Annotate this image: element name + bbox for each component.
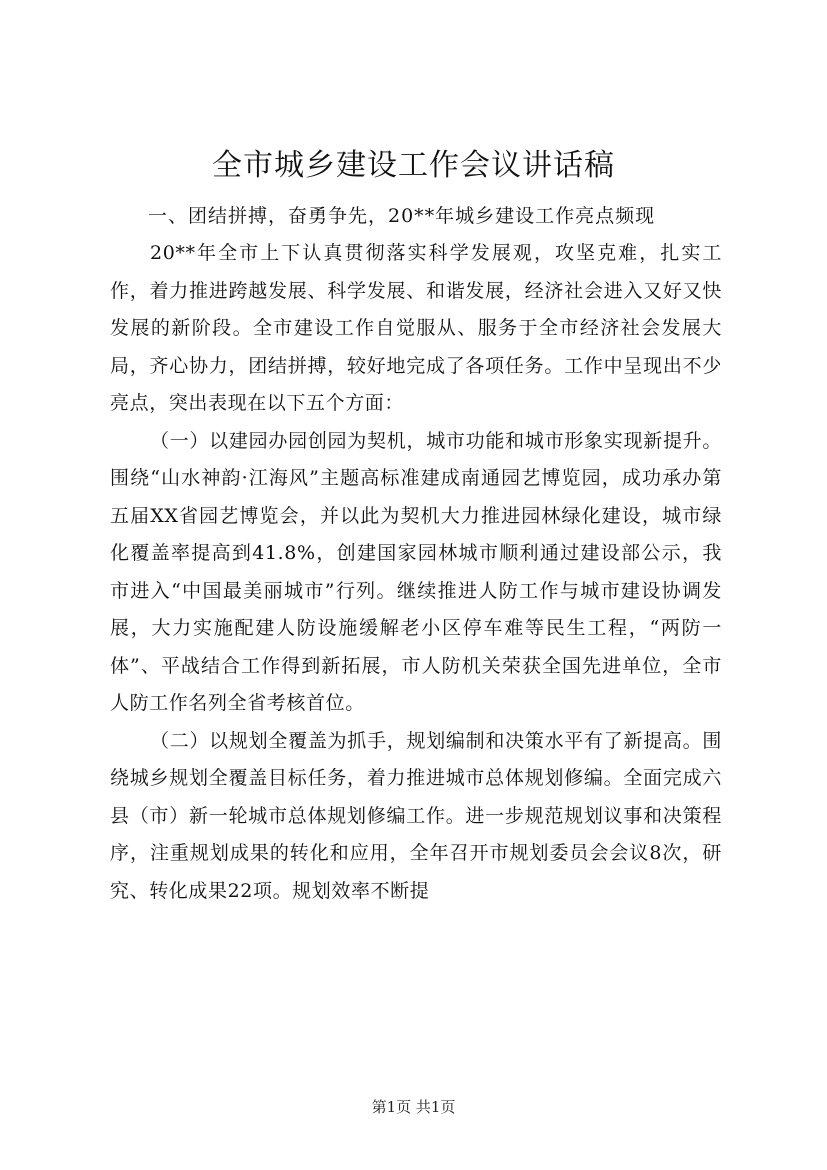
paragraph-item-2: （二）以规划全覆盖为抓手，规划编制和决策水平有了新提高。围绕城乡规划全覆盖目标任务，着力推进城市总体规划修编。全面完成六县（市）新一轮城市总体规划修编工作。进一步规范规划议事和决策程序，注重规划成果的转化和应用，全年召开市规划委员会会议8次，研究、转化成果22项。规划效率不断提 <box>110 729 722 902</box>
document-title: 全市城乡建设工作会议讲话稿 <box>212 148 615 183</box>
paragraph-intro: 20**年全市上下认真贯彻落实科学发展观，攻坚克难，扎实工作，着力推进跨越发展、科学发展、和谐发展，经济社会进入又好又快发展的新阶段。全市建设工作自觉服从、服务于全市经济社会发展大局，齐心协力，团结拼搏，较好地完成了各项任务。工作中呈现出不少亮点，突出表现在以下五个方面： <box>110 242 722 414</box>
page-footer <box>0 1097 827 1117</box>
section-heading: 一、团结拼搏，奋勇争先，20**年城乡建设工作亮点频现 <box>148 205 656 227</box>
page-number-label: 第1页 共1页 <box>371 1098 456 1116</box>
paragraph-item-1: （一）以建园办园创园为契机，城市功能和城市形象实现新提升。围绕“山水神韵·江海风”主题高标准建成南通园艺博览园，成功承办第五届XX省园艺博览会，并以此为契机大力推进园林绿化建设，城市绿化覆盖率提高到41.8%，创建国家园林城市顺利通过建设部公示，我市进入“中国最美丽城市”行列。继续推进人防工作与城市建设协调发展，大力实施配建人防设施缓解老小区停车难等民生工程，“两防一体”、平战结合工作得到新拓展，市人防机关荣获全国先进单位，全市人防工作名列全省考核首位。 <box>110 429 722 714</box>
document-body <box>110 198 722 910</box>
